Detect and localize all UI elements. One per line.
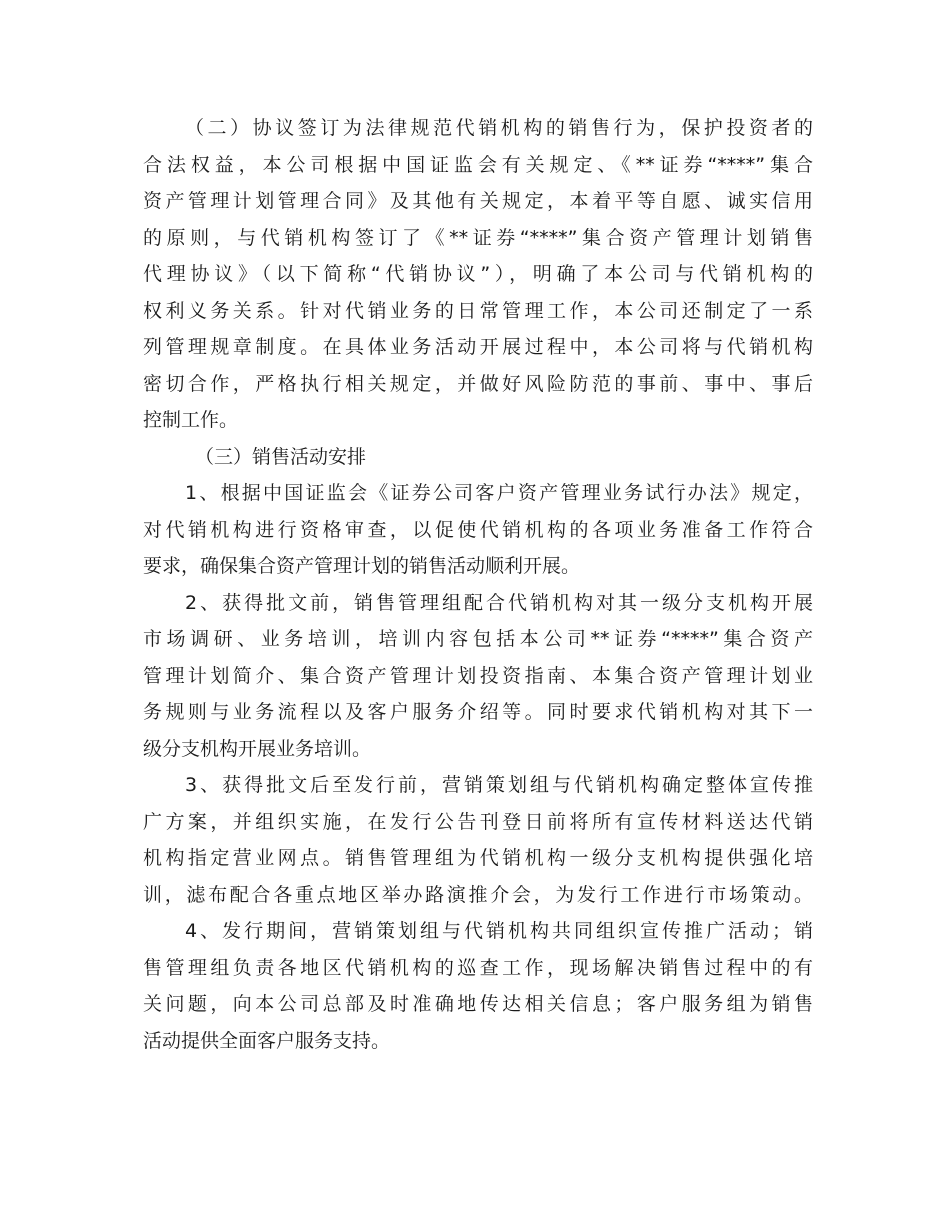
text-line: 列管理规章制度。在具体业务活动开展过程中，本公司将与代销机构 xyxy=(143,336,813,358)
text-line: 3、获得批文后至发行前，营销策划组与代销机构确定整体宣传推 xyxy=(185,774,813,796)
text-line: 售管理组负责各地区代销机构的巡查工作，现场解决销售过程中的有 xyxy=(143,956,813,979)
text-line: 活动提供全面客户服务支持。 xyxy=(143,1029,391,1052)
text-line: 训，滤布配合各重点地区举办路演推介会，为发行工作进行市场策动。 xyxy=(143,883,813,906)
paragraph-item-2 xyxy=(143,585,813,768)
paragraph-item-1 xyxy=(143,475,813,585)
text-line: 资产管理计划管理合同》及其他有关规定，本着平等自愿、诚实信用 xyxy=(143,190,813,212)
text-line: 机构指定营业网点。销售管理组为代销机构一级分支机构提供强化培 xyxy=(143,847,813,869)
section-heading-text: （三）销售活动安排 xyxy=(195,445,367,468)
text-line: 管理计划简介、集合资产管理计划投资指南、本集合资产管理计划业 xyxy=(143,664,813,687)
text-line: （二）协议签订为法律规范代销机构的销售行为，保护投资者的 xyxy=(185,117,813,139)
text-line: 广方案，并组织实施，在发行公告刊登日前将所有宣传材料送达代销 xyxy=(143,810,813,833)
text-line: 代理协议》（以下简称“代销协议”），明确了本公司与代销机构的 xyxy=(143,263,813,285)
text-line: 2、获得批文前，销售管理组配合代销机构对其一级分支机构开展 xyxy=(185,591,813,614)
text-line: 合法权益，本公司根据中国证监会有关规定、《**证券“****”集合 xyxy=(143,153,813,176)
section-heading-sales xyxy=(143,439,813,476)
text-line: 关问题，向本公司总部及时准确地传达相关信息；客户服务组为销售 xyxy=(143,993,813,1015)
text-line: 控制工作。 xyxy=(143,409,239,431)
paragraph-item-3 xyxy=(143,767,813,913)
text-line: 务规则与业务流程以及客户服务介绍等。同时要求代销机构对其下一 xyxy=(143,701,813,723)
document-body xyxy=(143,110,813,1059)
text-line: 权利义务关系。针对代销业务的日常管理工作，本公司还制定了一系 xyxy=(143,299,813,322)
text-line: 4、发行期间，营销策划组与代销机构共同组织宣传推广活动；销 xyxy=(185,920,813,942)
text-line: 的原则，与代销机构签订了《**证券“****”集合资产管理计划销售 xyxy=(143,226,813,249)
paragraph-item-4 xyxy=(143,913,813,1059)
paragraph-agreement xyxy=(143,110,813,439)
text-line: 级分支机构开展业务培训。 xyxy=(143,737,372,760)
text-line: 市场调研、业务培训，培训内容包括本公司**证券“****”集合资产 xyxy=(143,628,813,650)
text-line: 对代销机构进行资格审查，以促使代销机构的各项业务准备工作符合 xyxy=(143,518,813,541)
text-line: 密切合作，严格执行相关规定，并做好风险防范的事前、事中、事后 xyxy=(143,372,813,395)
text-line: 要求，确保集合资产管理计划的销售活动顺利开展。 xyxy=(143,555,581,577)
text-line: 1、根据中国证监会《证券公司客户资产管理业务试行办法》规定， xyxy=(185,482,813,504)
